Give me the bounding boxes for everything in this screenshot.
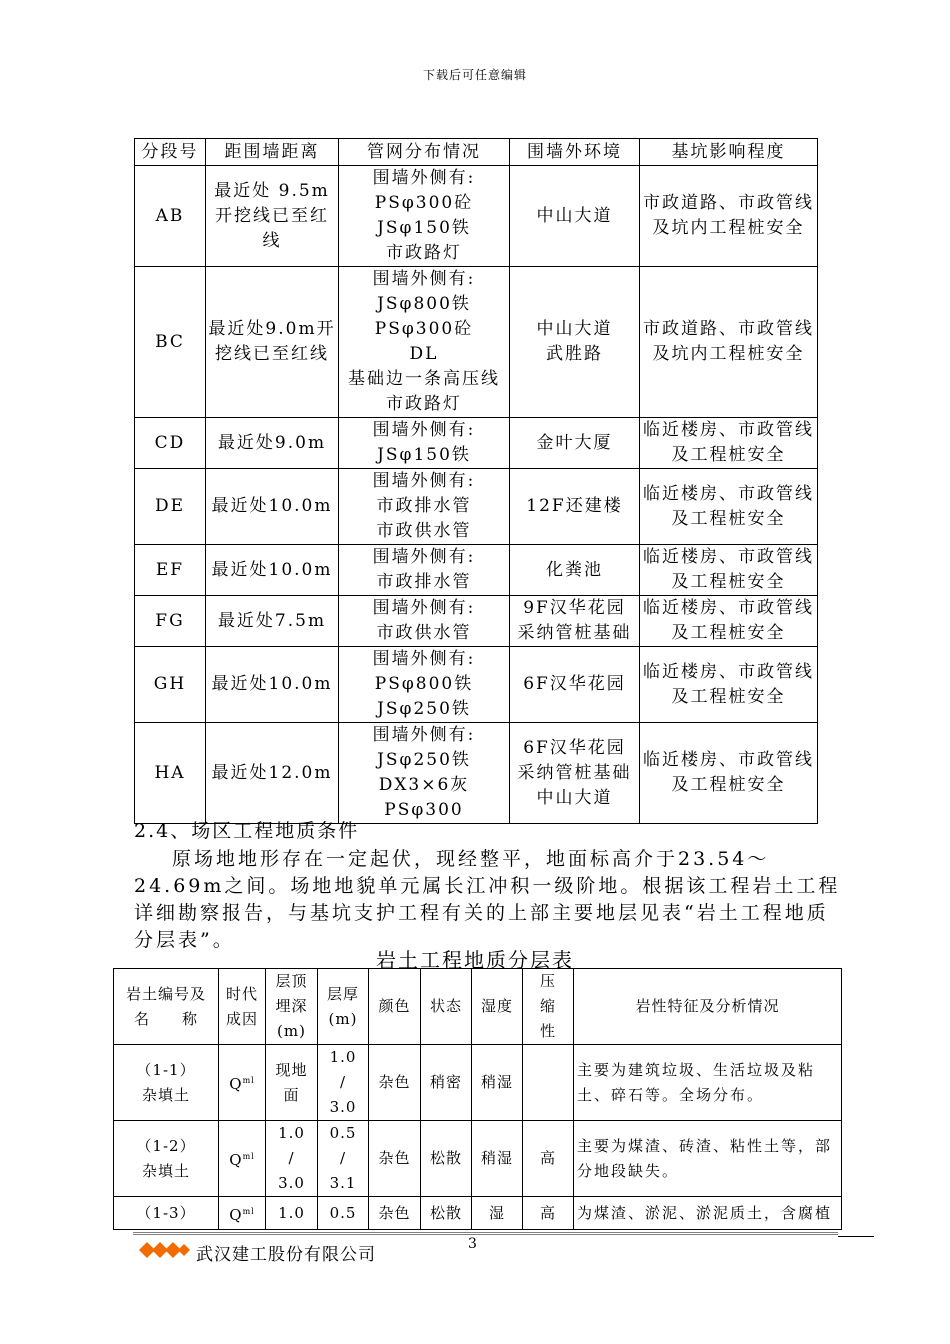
pipes-cell <box>339 166 510 267</box>
impact-cell <box>640 723 818 824</box>
pipes-cell-line: PSφ300 <box>384 800 464 820</box>
compressibility-cell: 高 <box>523 1121 574 1197</box>
distance-cell-line: 最近处7.5m <box>217 610 327 631</box>
impact-cell <box>640 545 818 596</box>
table-row <box>114 1045 842 1121</box>
table-header-row <box>135 139 818 166</box>
pipe-network-table <box>134 138 818 824</box>
distance-cell <box>206 545 339 596</box>
col-header-name-line: 名 称 <box>133 1009 198 1028</box>
col-header-age-line: 时代 <box>225 984 258 1003</box>
environment-cell-line: 采纳管桩基础 <box>517 762 632 783</box>
body-paragraph: 原场地地形存在一定起伏，现经整平，地面标高介于23.54～24.69m之间。场地地貌单元属长江冲积一级阶地。根据该工程岩土工程详细勘察报告，与基坑支护工程有关的上部主要地层见表“岩土工程地质分层表”。 <box>134 848 841 951</box>
col-header-description <box>574 969 842 1045</box>
pipes-cell-line: 市政供水管 <box>376 623 472 643</box>
layer-name-cell-line: 杂填土 <box>141 1161 190 1180</box>
environment-cell-line: 6F汉华花园 <box>523 674 626 694</box>
distance-cell <box>206 647 339 723</box>
impact-cell-line: 临近楼房、市政管线 <box>643 483 814 504</box>
environment-cell <box>510 545 640 596</box>
pipes-cell-line: 基础边一条高压线 <box>348 369 500 389</box>
age-symbol: Q <box>229 1151 243 1169</box>
description-cell: 主要为煤渣、砖渣、粘性土等，部分地段缺失。 <box>574 1121 842 1197</box>
age-symbol: Q <box>229 1075 243 1093</box>
layer-name-cell <box>114 1121 219 1197</box>
col-header-color <box>369 969 421 1045</box>
col-header-pipes: 管网分布情况 <box>339 139 510 166</box>
footer-rule-end <box>838 1236 874 1237</box>
segment-cell: DE <box>135 469 206 545</box>
top-depth-cell-line: 1.0 <box>278 1124 305 1142</box>
distance-cell-line: 开挖线已至红 <box>215 205 329 226</box>
impact-cell-line: 临近楼房、市政管线 <box>643 420 814 440</box>
distance-cell-line: 最近处9.0m <box>217 432 327 453</box>
col-header-compressibility <box>523 969 574 1045</box>
impact-cell-line: 及工程桩安全 <box>671 686 786 707</box>
pipes-cell <box>339 267 510 418</box>
col-header-humidity <box>472 969 523 1045</box>
layer-name-cell-line: （1-2） <box>136 1136 196 1155</box>
col-header-top-depth-line: 层顶 <box>275 972 308 990</box>
impact-cell <box>640 267 818 418</box>
col-header-impact: 基坑影响程度 <box>640 139 818 166</box>
environment-cell-line: 中山大道 <box>536 205 613 226</box>
distance-cell-line: 最近处9.0m开 <box>208 319 336 339</box>
segment-cell: FG <box>135 596 206 647</box>
state-cell: 松散 <box>421 1197 472 1230</box>
col-header-name <box>114 969 219 1045</box>
environment-cell <box>510 166 640 267</box>
table-row <box>135 418 818 469</box>
state-cell: 稍密 <box>421 1045 472 1121</box>
table-header-row <box>114 969 842 1045</box>
col-header-name-line: 岩土编号及 <box>125 984 206 1003</box>
impact-cell <box>640 469 818 545</box>
pipes-cell-line: 围墙外侧有: <box>372 649 476 669</box>
table-row <box>135 469 818 545</box>
col-header-color-line: 颜色 <box>378 997 411 1015</box>
layer-name-cell-line: （1-3） <box>136 1203 196 1222</box>
pipes-cell-line: 围墙外侧有: <box>372 547 476 567</box>
distance-cell-line: 挖线已至红线 <box>215 344 329 364</box>
distance-cell <box>206 723 339 824</box>
thickness-cell-line: 3.0 <box>329 1098 357 1116</box>
distance-cell <box>206 596 339 647</box>
pipes-cell <box>339 545 510 596</box>
segment-cell: AB <box>135 166 206 267</box>
pipes-cell-line: 市政排水管 <box>376 572 472 592</box>
distance-cell-line: 最近处10.0m <box>211 674 333 694</box>
table-row <box>114 1197 842 1230</box>
environment-cell-line: 中山大道 <box>536 319 613 339</box>
impact-cell-line: 及工程桩安全 <box>671 623 786 643</box>
pipes-cell <box>339 469 510 545</box>
age-cell <box>219 1197 266 1230</box>
pipes-cell-line: 围墙外侧有: <box>372 168 476 188</box>
description-cell: 为煤渣、淤泥、淤泥质土，含腐植 <box>574 1197 842 1230</box>
thickness-cell-line: 0.5 <box>329 1124 357 1142</box>
col-header-age-line: 成因 <box>225 1009 258 1028</box>
impact-cell-line: 临近楼房、市政管线 <box>643 661 814 682</box>
thickness-cell <box>318 1197 369 1230</box>
pipes-cell-line: 围墙外侧有: <box>372 725 476 745</box>
environment-cell <box>510 418 640 469</box>
geology-layer-table <box>113 968 842 1230</box>
impact-cell-line: 临近楼房、市政管线 <box>643 598 814 618</box>
impact-cell-line: 及坑内工程桩安全 <box>652 218 805 238</box>
distance-cell-line: 最近处12.0m <box>211 762 333 783</box>
table-title: 岩土工程地质分层表 <box>376 948 574 972</box>
age-superscript: ml <box>242 1076 255 1085</box>
impact-cell-line: 及工程桩安全 <box>671 508 786 529</box>
col-header-distance: 距围墙距离 <box>206 139 339 166</box>
col-header-top-depth <box>266 969 318 1045</box>
segment-cell: BC <box>135 267 206 418</box>
header-note: 下载后可任意编辑 <box>422 68 527 82</box>
top-depth-cell <box>266 1197 318 1230</box>
pipes-cell-line: PSφ300砼 <box>374 319 474 339</box>
table-row <box>135 647 818 723</box>
impact-cell <box>640 647 818 723</box>
distance-cell-line: 最近处10.0m <box>211 496 333 516</box>
section-title: 2.4、场区工程地质条件 <box>134 820 360 842</box>
distance-cell-line: 线 <box>262 230 282 251</box>
pipes-cell-line: 围墙外侧有: <box>372 471 476 491</box>
impact-cell-line: 及工程桩安全 <box>671 572 786 592</box>
pipes-cell-line: 围墙外侧有: <box>372 269 476 289</box>
page-number: 3 <box>468 1236 477 1252</box>
pipes-cell-line: JSφ150铁 <box>377 445 471 465</box>
col-header-age <box>219 969 266 1045</box>
col-header-state <box>421 969 472 1045</box>
impact-cell-line: 市政道路、市政管线 <box>643 193 814 213</box>
color-cell: 杂色 <box>369 1197 421 1230</box>
col-header-description-line: 岩性特征及分析情况 <box>635 997 780 1015</box>
impact-cell-line: 及工程桩安全 <box>671 775 786 795</box>
pipes-cell-line: 市政路灯 <box>386 394 462 414</box>
age-superscript: ml <box>242 1152 255 1161</box>
pipes-cell-line: JSφ250铁 <box>377 750 471 770</box>
environment-cell-line: 12F还建楼 <box>526 496 623 516</box>
environment-cell <box>510 723 640 824</box>
impact-cell <box>640 418 818 469</box>
pipes-cell-line: 市政供水管 <box>376 521 472 541</box>
distance-cell <box>206 469 339 545</box>
humidity-cell: 湿 <box>472 1197 523 1230</box>
segment-cell: HA <box>135 723 206 824</box>
humidity-cell: 稍湿 <box>472 1121 523 1197</box>
environment-cell <box>510 647 640 723</box>
table-row <box>135 545 818 596</box>
pipes-cell-line: DX3×6灰 <box>378 775 470 795</box>
description-cell: 主要为建筑垃圾、生活垃圾及粘土、碎石等。全场分布。 <box>574 1045 842 1121</box>
compressibility-cell: 高 <box>523 1197 574 1230</box>
environment-cell-line: 9F汉华花园 <box>523 598 626 618</box>
environment-cell-line: 6F汉华花园 <box>523 737 626 758</box>
impact-cell-line: 及工程桩安全 <box>671 445 786 465</box>
top-depth-cell-line: 现地 <box>275 1060 308 1079</box>
state-cell: 松散 <box>421 1121 472 1197</box>
top-depth-cell-line: 3.0 <box>278 1174 305 1192</box>
table-row <box>135 166 818 267</box>
col-header-thickness <box>318 969 369 1045</box>
top-depth-cell-line: / <box>288 1149 295 1167</box>
impact-cell <box>640 166 818 267</box>
distance-cell <box>206 267 339 418</box>
col-header-segment: 分段号 <box>135 139 206 166</box>
pipes-cell <box>339 647 510 723</box>
segment-cell: EF <box>135 545 206 596</box>
col-header-compressibility-line: 性 <box>539 1022 556 1040</box>
col-header-humidity-line: 湿度 <box>480 997 513 1015</box>
pipes-cell <box>339 723 510 824</box>
col-header-top-depth-line: 埋深 <box>275 997 308 1015</box>
col-header-top-depth-line: (m) <box>277 1022 306 1040</box>
environment-cell-line: 金叶大厦 <box>536 432 613 453</box>
environment-cell <box>510 469 640 545</box>
age-superscript: ml <box>242 1206 255 1216</box>
pipes-cell <box>339 418 510 469</box>
col-header-state-line: 状态 <box>429 997 462 1015</box>
thickness-cell-line: 0.5 <box>329 1203 357 1222</box>
segment-cell: GH <box>135 647 206 723</box>
environment-cell <box>510 267 640 418</box>
environment-cell-line: 中山大道 <box>536 787 613 808</box>
top-depth-cell-line: 1.0 <box>278 1203 305 1222</box>
col-header-thickness-line: (m) <box>328 1009 358 1028</box>
pipes-cell-line: PSφ800铁 <box>374 674 474 694</box>
distance-cell-line: 最近处 9.5m <box>214 180 330 201</box>
col-header-compressibility-line: 压 <box>539 972 556 990</box>
thickness-cell <box>318 1045 369 1121</box>
impact-cell-line: 临近楼房、市政管线 <box>643 750 814 770</box>
layer-name-cell <box>114 1197 219 1230</box>
thickness-cell-line: 3.1 <box>329 1174 357 1192</box>
impact-cell <box>640 596 818 647</box>
top-depth-cell-line: 面 <box>283 1085 300 1104</box>
pipes-cell-line: DL <box>409 344 439 364</box>
thickness-cell-line: / <box>339 1073 347 1091</box>
company-logo-icon <box>138 1240 192 1260</box>
layer-name-cell-line: 杂填土 <box>141 1085 190 1104</box>
pipes-cell-line: PSφ300砼 <box>374 193 474 213</box>
environment-cell <box>510 596 640 647</box>
pipes-cell-line: 市政排水管 <box>376 496 472 516</box>
pipes-cell-line: 围墙外侧有: <box>372 598 476 618</box>
color-cell: 杂色 <box>369 1045 421 1121</box>
pipes-cell-line: JSφ150铁 <box>377 218 471 238</box>
col-header-thickness-line: 层厚 <box>326 984 359 1003</box>
distance-cell-line: 最近处10.0m <box>211 559 333 580</box>
compressibility-cell <box>523 1045 574 1121</box>
col-header-environment: 围墙外环境 <box>510 139 640 166</box>
pipes-cell-line: JSφ250铁 <box>377 699 471 719</box>
pipes-cell-line: JSφ800铁 <box>377 294 471 314</box>
top-depth-cell <box>266 1121 318 1197</box>
table-row <box>135 596 818 647</box>
age-cell <box>219 1121 266 1197</box>
color-cell: 杂色 <box>369 1121 421 1197</box>
pipes-cell <box>339 596 510 647</box>
logo-diamond-4 <box>178 1244 190 1256</box>
impact-cell-line: 临近楼房、市政管线 <box>643 547 814 567</box>
pipes-cell-line: 市政路灯 <box>386 243 462 263</box>
thickness-cell-line: / <box>339 1149 347 1167</box>
environment-cell-line: 采纳管桩基础 <box>517 623 632 643</box>
layer-name-cell-line: （1-1） <box>136 1060 196 1079</box>
table-row <box>135 267 818 418</box>
col-header-compressibility-line: 缩 <box>539 997 556 1015</box>
table-row <box>114 1121 842 1197</box>
age-symbol: Q <box>229 1205 243 1224</box>
impact-cell-line: 及坑内工程桩安全 <box>652 344 805 364</box>
environment-cell-line: 化粪池 <box>546 559 603 580</box>
thickness-cell <box>318 1121 369 1197</box>
table-row <box>135 723 818 824</box>
impact-cell-line: 市政道路、市政管线 <box>643 319 814 339</box>
distance-cell <box>206 418 339 469</box>
top-depth-cell <box>266 1045 318 1121</box>
pipes-cell-line: 围墙外侧有: <box>372 420 476 440</box>
footer-rule <box>133 1232 838 1235</box>
layer-name-cell <box>114 1045 219 1121</box>
environment-cell-line: 武胜路 <box>546 344 603 364</box>
segment-cell: CD <box>135 418 206 469</box>
humidity-cell: 稍湿 <box>472 1045 523 1121</box>
distance-cell <box>206 166 339 267</box>
footer-company: 武汉建工股份有限公司 <box>196 1245 376 1265</box>
age-cell <box>219 1045 266 1121</box>
thickness-cell-line: 1.0 <box>329 1048 357 1066</box>
